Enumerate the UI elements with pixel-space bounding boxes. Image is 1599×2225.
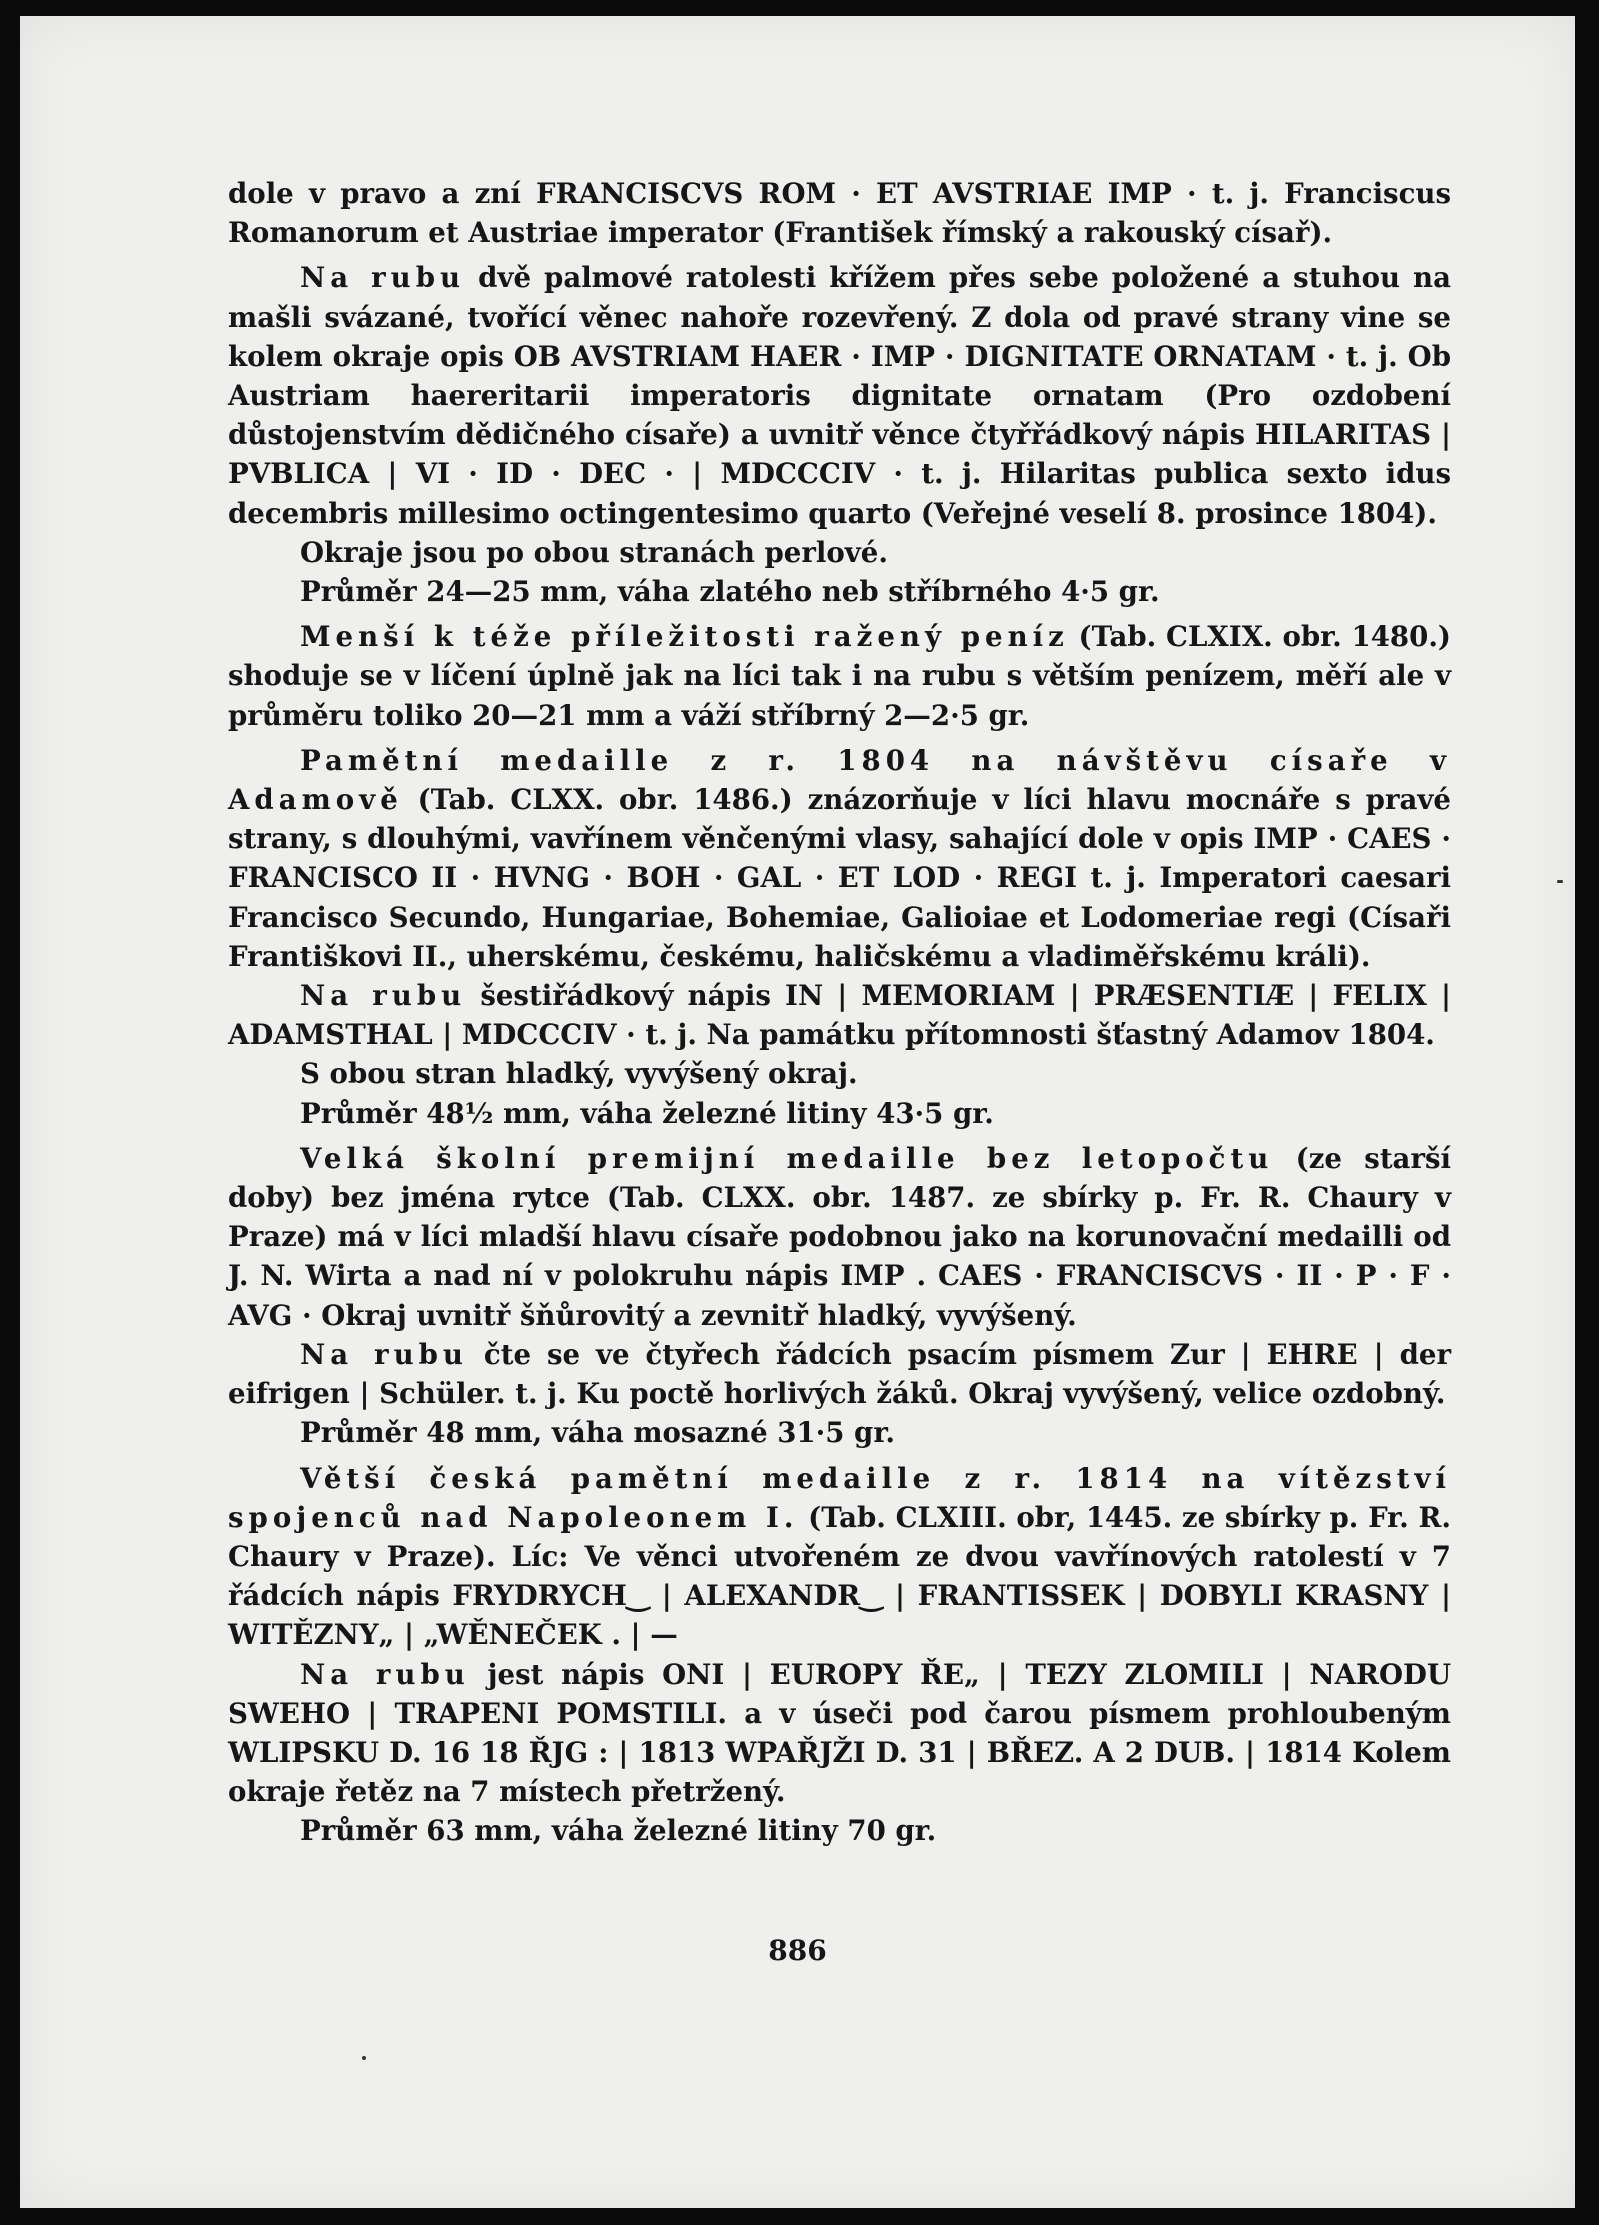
paragraph: [228, 1811, 1451, 1850]
paragraph: [228, 741, 1451, 976]
page-number: 886: [768, 1934, 827, 1967]
spaced-lead: Na rubu: [300, 261, 466, 295]
paragraph-text: Průměr 48½ mm, váha železné litiny 43·5 gr.: [300, 1096, 994, 1130]
paragraph-text: Okraje jsou po obou stranách perlové.: [300, 535, 888, 569]
paragraph-text: (Tab. CLXIX. obr. 1480.) shoduje se v líčení úplně jak na líci tak i na rubu s větším penízem, měří ale v průměru toliko 20—21 mm a váží stříbrný 2—2·5 gr.: [228, 620, 1451, 732]
spaced-lead: Pamětní medaille z r. 1804 na návštěvu císaře v Adamově: [228, 743, 1451, 817]
paragraph: [228, 258, 1451, 532]
scan-speck: [362, 2056, 366, 2060]
spaced-lead: Větší česká pamětní medaille z r. 1814 na vítězství spojenců nad Napoleonem I.: [228, 1461, 1451, 1534]
paragraph: [228, 1459, 1451, 1655]
paragraph: [228, 1413, 1451, 1452]
paragraph: [228, 1054, 1451, 1093]
body-text: [228, 174, 1451, 1851]
paragraph-text: Průměr 63 mm, váha železné litiny 70 gr.: [300, 1814, 937, 1848]
paragraph-text: Průměr 48 mm, váha mosazné 31·5 gr.: [300, 1416, 895, 1450]
paragraph: [228, 1139, 1451, 1335]
paragraph-text: (ze starší doby) bez jména rytce (Tab. CLXX. obr. 1487. ze sbírky p. Fr. R. Chaury v Praze) má v líci mladší hlavu císaře podobnou jako na korunovační medailli od J. N. Wirta a nad ní v polokruhu nápis IMP . CAES · FRANCISCVS · II · P · F · AVG · Okraj uvnitř šňůrovitý a zevnitř hladký, vyvýšený.: [228, 1141, 1451, 1332]
paragraph: [228, 617, 1451, 735]
spaced-lead: Na rubu: [300, 1657, 470, 1691]
paragraph: [228, 1335, 1451, 1413]
spaced-lead: Na rubu: [300, 1337, 468, 1371]
paragraph: [228, 1655, 1451, 1812]
spaced-lead: Na rubu: [300, 979, 467, 1013]
paragraph-text: čte se ve čtyřech řádcích psacím písmem Zur | EHRE | der eifrigen | Schüler. t. j. Ku poctě horlivých žáků. Okraj vyvýšený, velice ozdobný.: [228, 1337, 1451, 1411]
paragraph-text: (Tab. CLXIII. obr, 1445. ze sbírky p. Fr. R. Chaury v Praze). Líc: Ve věnci utvořeném ze dvou vavřínových ratolestí v 7 řádcích nápis FRYDRYCH‿ | ALEXANDR‿ | FRANTISSEK | DOBYLI KRASNY | WITĚZNY„ | „WĚNEČEK . | —: [228, 1500, 1451, 1652]
paragraph: [228, 976, 1451, 1054]
paragraph: [228, 533, 1451, 572]
paragraph: [228, 174, 1451, 252]
scanned-page: [20, 16, 1575, 2208]
spaced-lead: Menší k téže příležitosti ražený peníz: [300, 620, 1069, 654]
paragraph-text: (Tab. CLXX. obr. 1486.) znázorňuje v líci hlavu mocnáře s pravé strany, s dlouhými, vavřínem věnčenými vlasy, sahající dole v opis IMP · CAES · FRANCISCO II · HVNG · BOH · GAL · ET LOD · REGI t. j. Imperatori caesari Francisco Secundo, Hungariae, Bohemiae, Galioiae et Lodomeriae regi (Císaři Františkovi II., uherskému, českému, haličskému a vladiměřskému králi).: [228, 783, 1451, 973]
paragraph-text: dole v pravo a zní FRANCISCVS ROM · ET AVSTRIAE IMP · t. j. Franciscus Romanorum et Austriae imperator (František římský a rakouský císař).: [228, 177, 1451, 250]
paragraph: [228, 1094, 1451, 1133]
paragraph-text: šestiřádkový nápis IN | MEMORIAM | PRÆSENTIÆ | FELIX | ADAMSTHAL | MDCCCIV · t. j. Na památku přítomnosti šťastný Adamov 1804.: [228, 979, 1451, 1052]
paragraph-text: jest nápis ONI | EUROPY ŘE„ | TEZY ZLOMILI | NARODU SWEHO | TRAPENI POMSTILI. a v úseči pod čarou písmem prohloubeným WLIPSKU D. 16 18 ŘJG : | 1813 WPAŘJŽI D. 31 | BŘEZ. A 2 DUB. | 1814 Kolem okraje řetěz na 7 místech přetržený.: [228, 1657, 1452, 1809]
paragraph-text: Průměr 24—25 mm, váha zlatého neb stříbrného 4·5 gr.: [300, 575, 1160, 609]
scan-speck: [1557, 880, 1563, 883]
paragraph: [228, 572, 1451, 611]
paragraph-text: S obou stran hladký, vyvýšený okraj.: [300, 1057, 858, 1091]
spaced-lead: Velká školní premijní medaille bez letopočtu: [300, 1141, 1274, 1175]
paragraph-text: dvě palmové ratolesti křížem přes sebe položené a stuhou na mašli svázané, tvořící věnec nahoře rozevřený. Z dola od pravé strany vine se kolem okraje opis OB AVSTRIAM HAER · IMP · DIGNITATE ORNATAM · t. j. Ob Austriam haereritarii imperatoris dignitate ornatam (Pro ozdobení důstojenstvím dědičného císaře) a uvnitř věnce čtyřřádkový nápis HILARITAS | PVBLICA | VI · ID · DEC · | MDCCCIV · t. j. Hilaritas publica sexto idus decembris millesimo octingentesimo quarto (Veřejné veselí 8. prosince 1804).: [228, 261, 1451, 530]
